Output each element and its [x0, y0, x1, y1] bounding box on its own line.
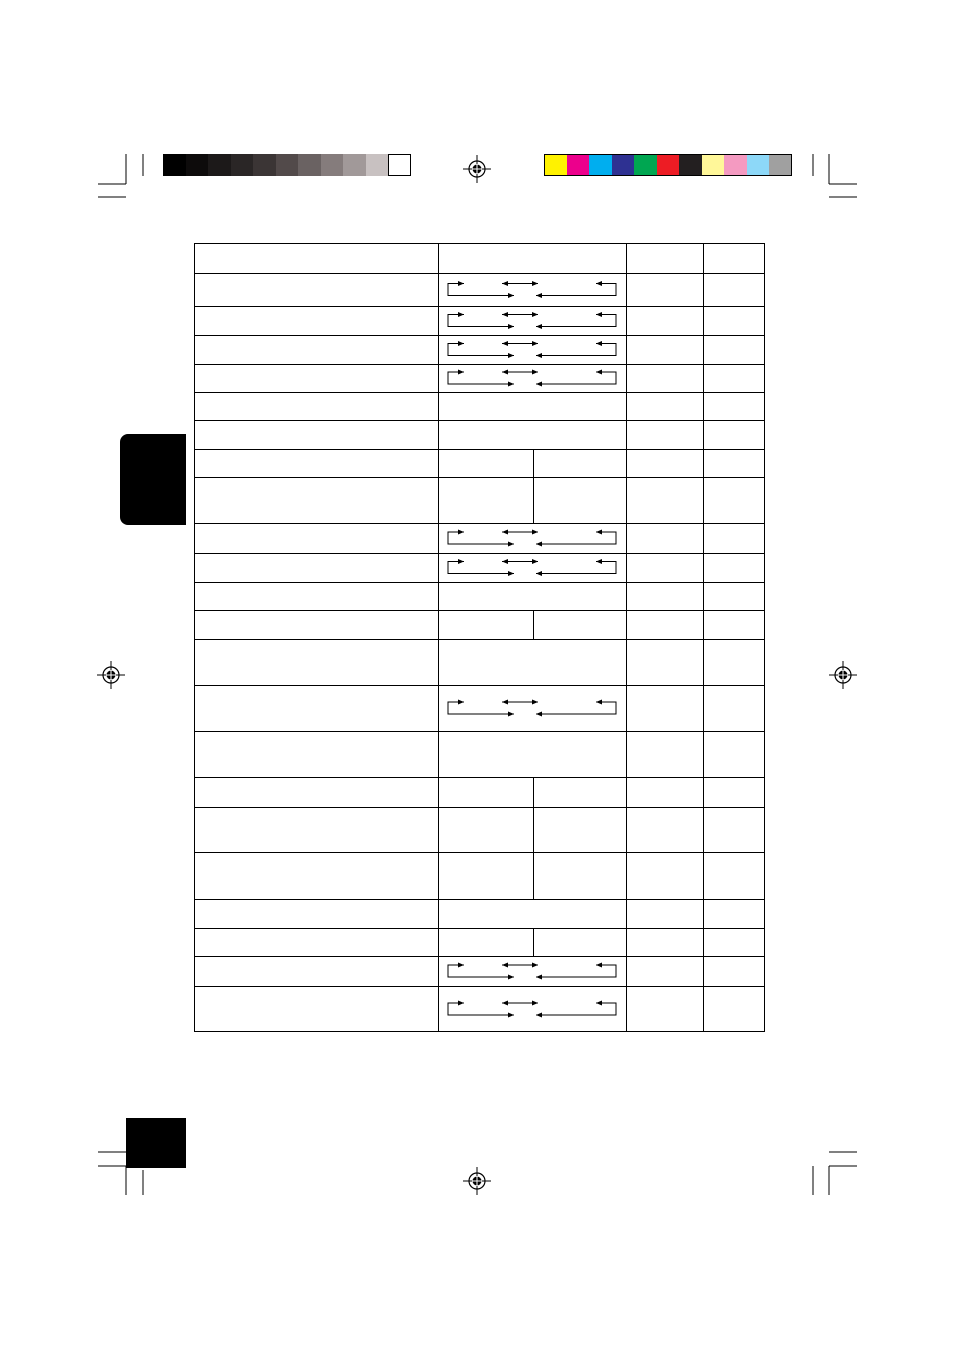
row-col4-cell	[703, 306, 765, 335]
value-split-divider	[533, 928, 534, 956]
row-col4-cell	[703, 852, 765, 899]
row-col4-cell	[703, 899, 765, 928]
row-col3-cell	[626, 685, 703, 731]
header-cell	[194, 243, 438, 273]
cycle-diagram	[438, 553, 626, 582]
row-col4-cell	[703, 523, 765, 553]
row-value2-cell	[533, 449, 626, 477]
row-col3-cell	[626, 273, 703, 306]
row-col3-cell	[626, 392, 703, 420]
row-col3-cell	[626, 731, 703, 777]
row-value-cell	[438, 899, 626, 928]
row-col3-cell	[626, 610, 703, 639]
row-col4-cell	[703, 610, 765, 639]
header-cell	[626, 243, 703, 273]
row-col4-cell	[703, 807, 765, 852]
row-col3-cell	[626, 582, 703, 610]
row-value-cell	[438, 928, 533, 956]
row-col3-cell	[626, 335, 703, 364]
row-col3-cell	[626, 364, 703, 392]
value-split-divider	[533, 777, 534, 807]
row-col4-cell	[703, 420, 765, 449]
row-col3-cell	[626, 420, 703, 449]
row-value-cell	[438, 420, 626, 449]
row-col3-cell	[626, 928, 703, 956]
row-value2-cell	[533, 807, 626, 852]
cycle-diagram	[438, 685, 626, 731]
row-col4-cell	[703, 777, 765, 807]
row-label-cell	[194, 731, 438, 777]
row-label-cell	[194, 852, 438, 899]
row-label-cell	[194, 639, 438, 685]
row-label-cell	[194, 392, 438, 420]
row-value2-cell	[533, 610, 626, 639]
row-label-cell	[194, 273, 438, 306]
value-split-divider	[533, 449, 534, 477]
value-split-divider	[533, 610, 534, 639]
value-split-divider	[533, 807, 534, 852]
row-col4-cell	[703, 364, 765, 392]
row-value-cell	[438, 807, 533, 852]
row-value-cell	[438, 477, 533, 523]
row-col3-cell	[626, 807, 703, 852]
row-label-cell	[194, 523, 438, 553]
registration-mark-bottom	[463, 1167, 491, 1195]
row-col4-cell	[703, 685, 765, 731]
row-col4-cell	[703, 986, 765, 1032]
row-value-cell	[438, 449, 533, 477]
row-label-cell	[194, 610, 438, 639]
registration-mark-top	[463, 155, 491, 183]
row-value-cell	[438, 852, 533, 899]
row-col4-cell	[703, 335, 765, 364]
row-label-cell	[194, 899, 438, 928]
row-col4-cell	[703, 582, 765, 610]
row-value-cell	[438, 392, 626, 420]
row-col3-cell	[626, 899, 703, 928]
row-value2-cell	[533, 777, 626, 807]
row-col3-cell	[626, 639, 703, 685]
row-label-cell	[194, 928, 438, 956]
row-value2-cell	[533, 928, 626, 956]
row-label-cell	[194, 986, 438, 1032]
row-col3-cell	[626, 306, 703, 335]
cycle-diagram	[438, 306, 626, 335]
cycle-diagram	[438, 956, 626, 986]
cycle-diagram	[438, 273, 626, 306]
row-value2-cell	[533, 477, 626, 523]
row-col3-cell	[626, 449, 703, 477]
side-tab	[120, 434, 186, 525]
row-col4-cell	[703, 639, 765, 685]
cycle-diagram	[438, 335, 626, 364]
row-col3-cell	[626, 553, 703, 582]
row-col3-cell	[626, 477, 703, 523]
row-label-cell	[194, 364, 438, 392]
row-col4-cell	[703, 273, 765, 306]
row-value2-cell	[533, 852, 626, 899]
row-col3-cell	[626, 523, 703, 553]
row-label-cell	[194, 777, 438, 807]
row-label-cell	[194, 449, 438, 477]
header-cell	[703, 243, 765, 273]
row-label-cell	[194, 335, 438, 364]
row-col4-cell	[703, 731, 765, 777]
row-label-cell	[194, 420, 438, 449]
row-label-cell	[194, 807, 438, 852]
row-label-cell	[194, 477, 438, 523]
row-value-cell	[438, 582, 626, 610]
cycle-diagram	[438, 986, 626, 1032]
header-cell	[438, 243, 626, 273]
value-split-divider	[533, 477, 534, 523]
row-label-cell	[194, 685, 438, 731]
row-col4-cell	[703, 553, 765, 582]
page-number-block	[126, 1118, 186, 1168]
row-label-cell	[194, 956, 438, 986]
cycle-diagram	[438, 523, 626, 553]
row-value-cell	[438, 610, 533, 639]
cycle-diagram	[438, 364, 626, 392]
row-label-cell	[194, 306, 438, 335]
row-col3-cell	[626, 852, 703, 899]
row-col3-cell	[626, 777, 703, 807]
value-split-divider	[533, 852, 534, 899]
row-label-cell	[194, 582, 438, 610]
row-col3-cell	[626, 956, 703, 986]
row-col4-cell	[703, 477, 765, 523]
row-value-cell	[438, 777, 533, 807]
registration-mark-right	[829, 661, 857, 689]
registration-mark-left	[97, 661, 125, 689]
settings-table	[194, 243, 765, 1032]
row-label-cell	[194, 553, 438, 582]
row-col4-cell	[703, 956, 765, 986]
row-col4-cell	[703, 392, 765, 420]
row-value-cell	[438, 639, 626, 685]
row-value-cell	[438, 731, 626, 777]
row-col4-cell	[703, 449, 765, 477]
row-col3-cell	[626, 986, 703, 1032]
row-col4-cell	[703, 928, 765, 956]
